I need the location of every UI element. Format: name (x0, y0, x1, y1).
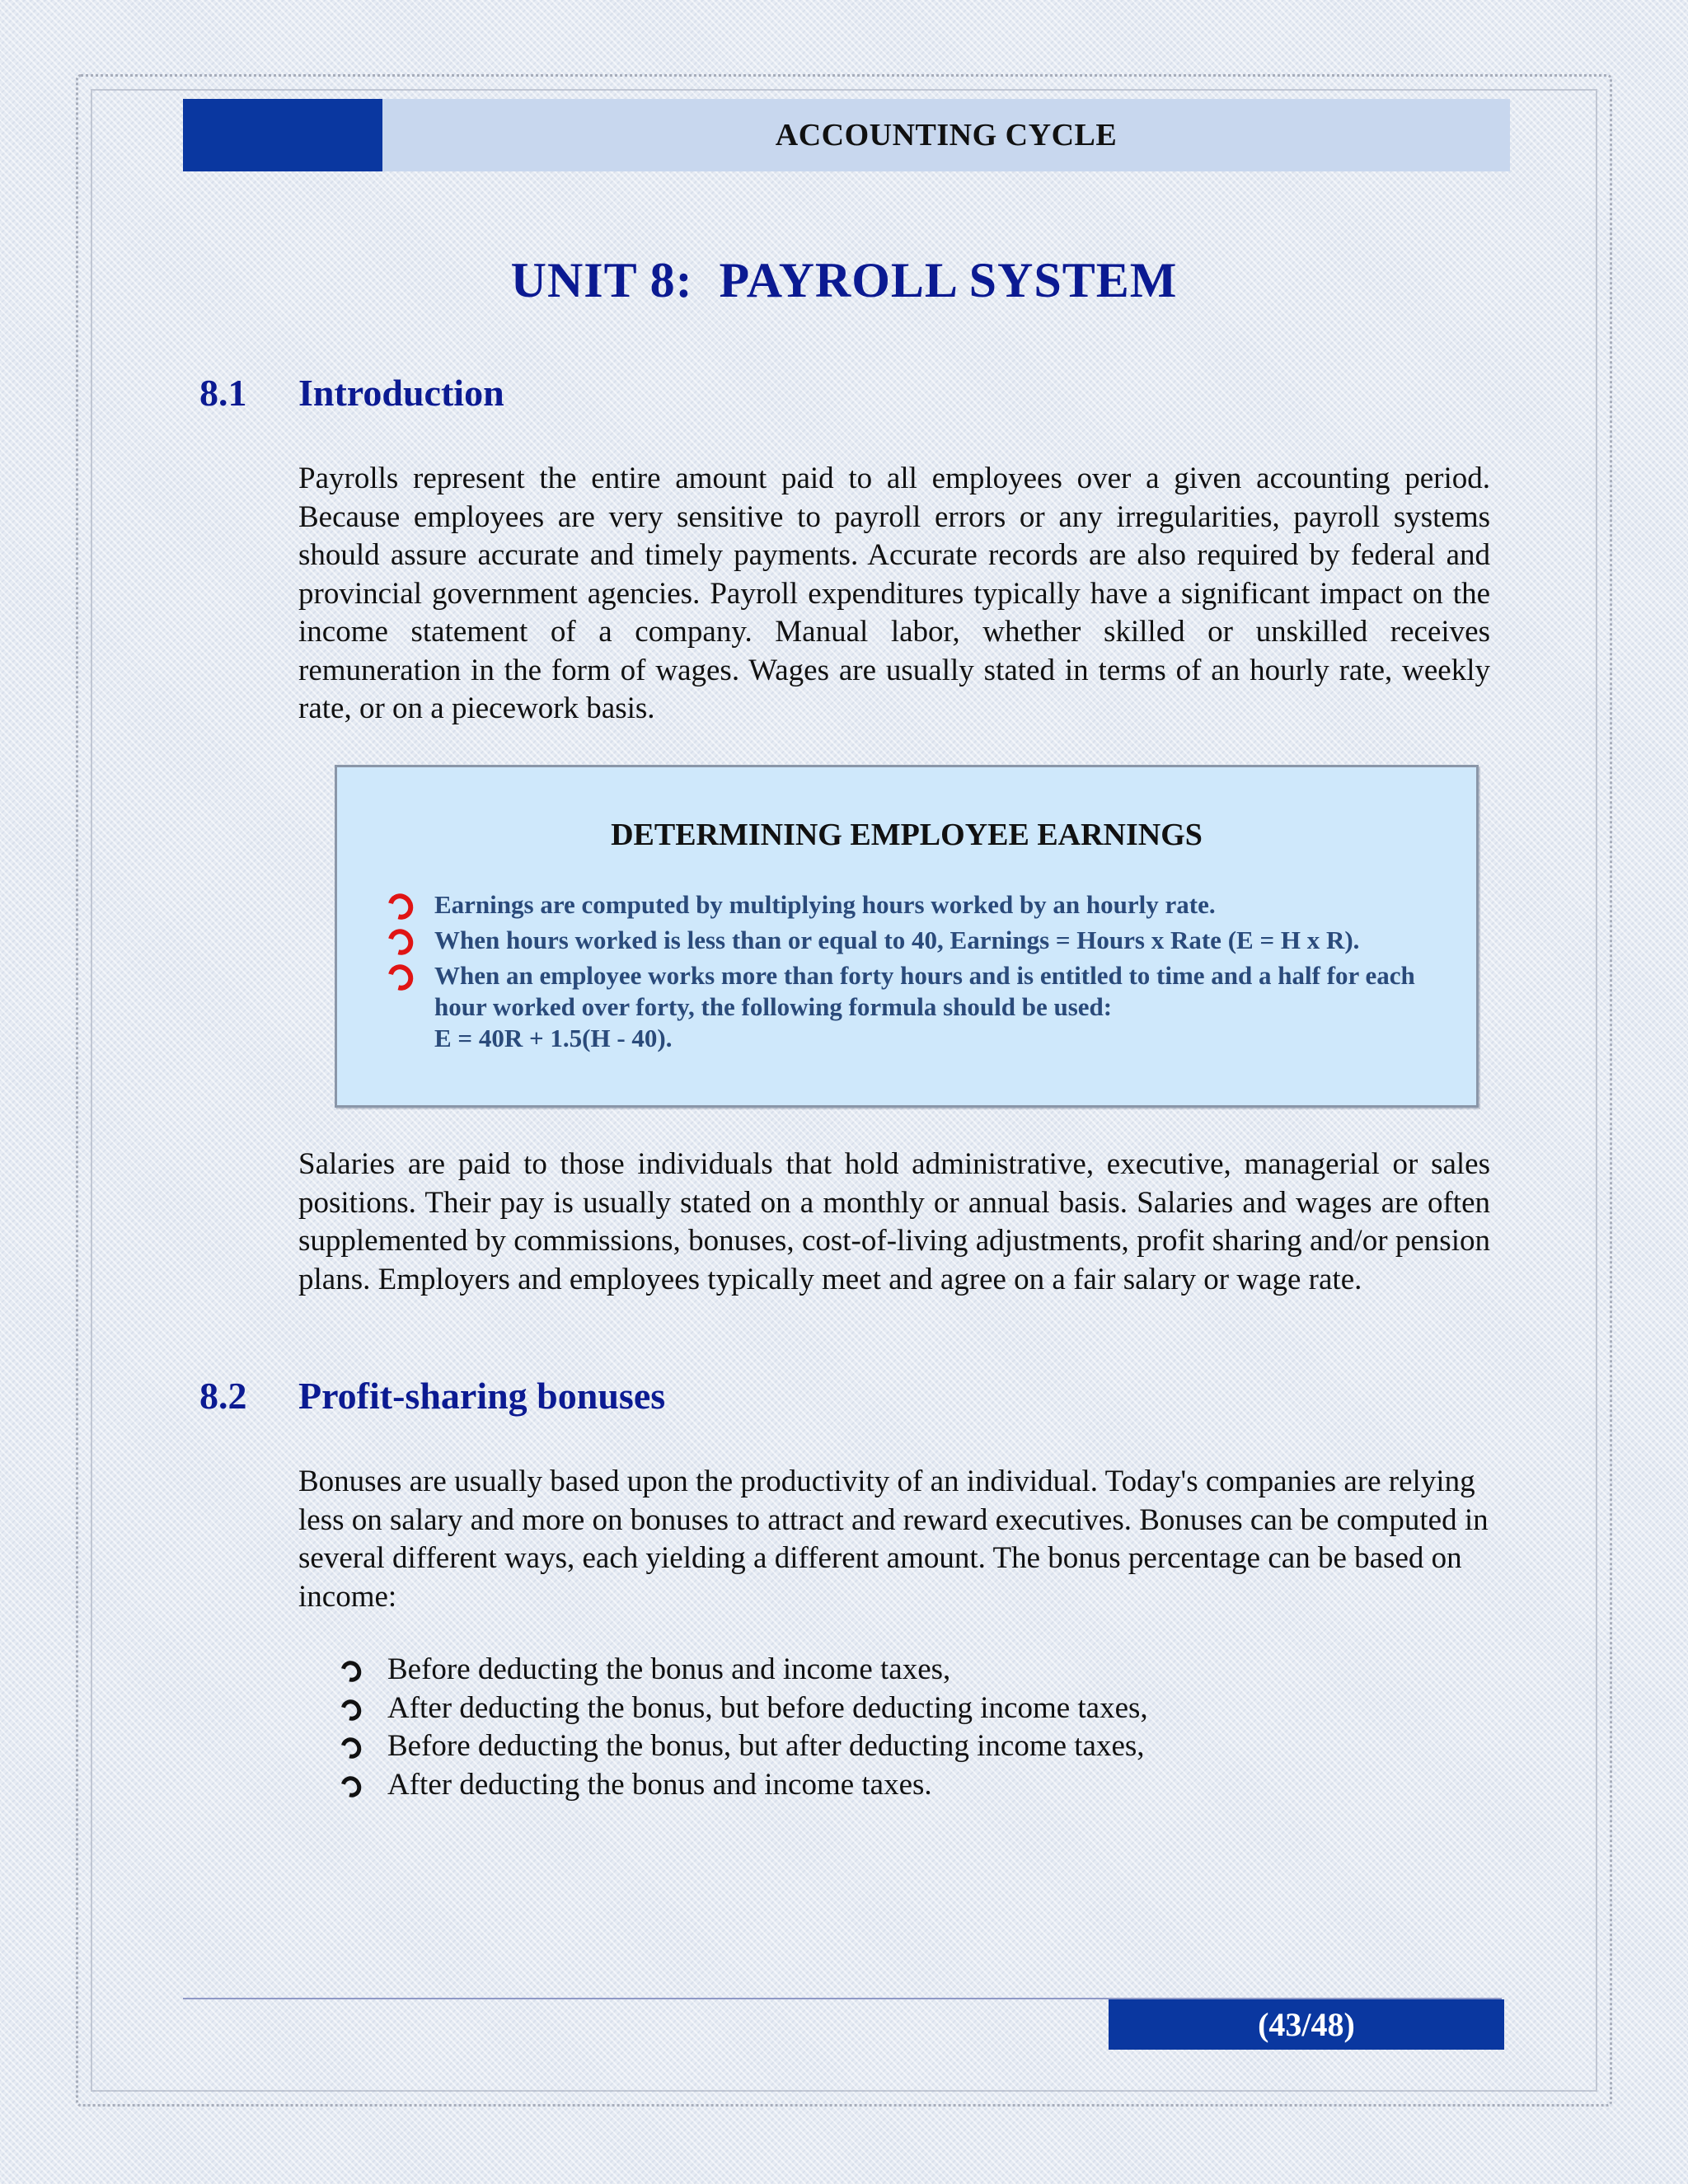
section-heading-profit-sharing (199, 1374, 665, 1418)
black-ring-bullet-icon (337, 1734, 365, 1763)
black-ring-bullet-icon (337, 1772, 365, 1801)
page-number-box (1109, 1999, 1504, 2050)
list-item-text: After deducting the bonus, but before deducting income taxes, (387, 1690, 1148, 1725)
header-title: ACCOUNTING CYCLE (775, 118, 1118, 152)
section-number: 8.2 (199, 1375, 247, 1417)
callout-title: DETERMINING EMPLOYEE EARNINGS (611, 818, 1203, 852)
section-title: Profit-sharing bonuses (298, 1375, 666, 1417)
callout-formula: E = 40R + 1.5(H - 40). (434, 1024, 673, 1052)
list-item (340, 1651, 1148, 1690)
callout-item (383, 889, 1455, 921)
red-ring-bullet-icon (383, 925, 418, 960)
section-number: 8.1 (199, 372, 247, 414)
callout-item-text: When an employee works more than forty hours and is entitled to time and a half for each hour worked over forty, the following formula should be used: (434, 961, 1415, 1021)
black-ring-bullet-icon (337, 1657, 365, 1686)
list-item-text: Before deducting the bonus and income taxes, (387, 1652, 951, 1686)
list-item-text: After deducting the bonus and income taxes. (387, 1767, 932, 1802)
header-accent-block (183, 99, 382, 171)
salaries-paragraph: Salaries are paid to those individuals that hold administrative, executive, managerial or sales positions. Their pay is usually stated on a monthly or annual basis. Salaries and wages are often supplemented by commissions, bonuses, cost-of-living adjustments, profit sharing and/or pension plans. Employers and employees typically meet and agree on a fair salary or wage rate. (298, 1147, 1490, 1296)
black-ring-bullet-icon (337, 1695, 365, 1724)
list-item (340, 1690, 1148, 1728)
intro-paragraph: Payrolls represent the entire amount paid to all employees over a given accounting period. Because employees are very sensitive to payroll errors or any irregularities, payroll systems should assure accurate and timely payments. Accurate records are also required by federal and provincial government agencies. Payroll expenditures typically have a significant impact on the income statement of a company. Manual labor, whether skilled or unskilled receives remuneration in the form of wages. Wages are usually stated in terms of an hourly rate, weekly rate, or on a piecework basis. (298, 462, 1490, 725)
red-ring-bullet-icon (383, 889, 418, 925)
callout-item (383, 925, 1455, 956)
bonuses-paragraph: Bonuses are usually based upon the productivity of an individual. Today's companies are relying less on salary and more on bonuses to attract and reward executives. Bonuses can be computed in several different ways, each yielding a different amount. The bonus percentage can be based on income: (298, 1465, 1489, 1614)
header-bar (382, 99, 1510, 171)
page-number: (43/48) (1258, 2006, 1355, 2043)
section-title: Introduction (298, 372, 504, 414)
section-heading-introduction (199, 371, 504, 415)
page-title: UNIT 8: PAYROLL SYSTEM (510, 253, 1178, 307)
callout-item-text: When hours worked is less than or equal to 40, Earnings = Hours x Rate (E = H x R). (434, 926, 1360, 954)
red-ring-bullet-icon (383, 960, 418, 996)
callout-item (383, 960, 1455, 1054)
callout-list (383, 889, 1455, 1058)
list-item-text: Before deducting the bonus, but after deducting income taxes, (387, 1729, 1145, 1763)
list-item (340, 1727, 1148, 1766)
bonus-basis-list (340, 1651, 1148, 1804)
earnings-callout-box (335, 765, 1479, 1108)
list-item (340, 1766, 1148, 1805)
callout-item-text: Earnings are computed by multiplying hours worked by an hourly rate. (434, 890, 1216, 919)
